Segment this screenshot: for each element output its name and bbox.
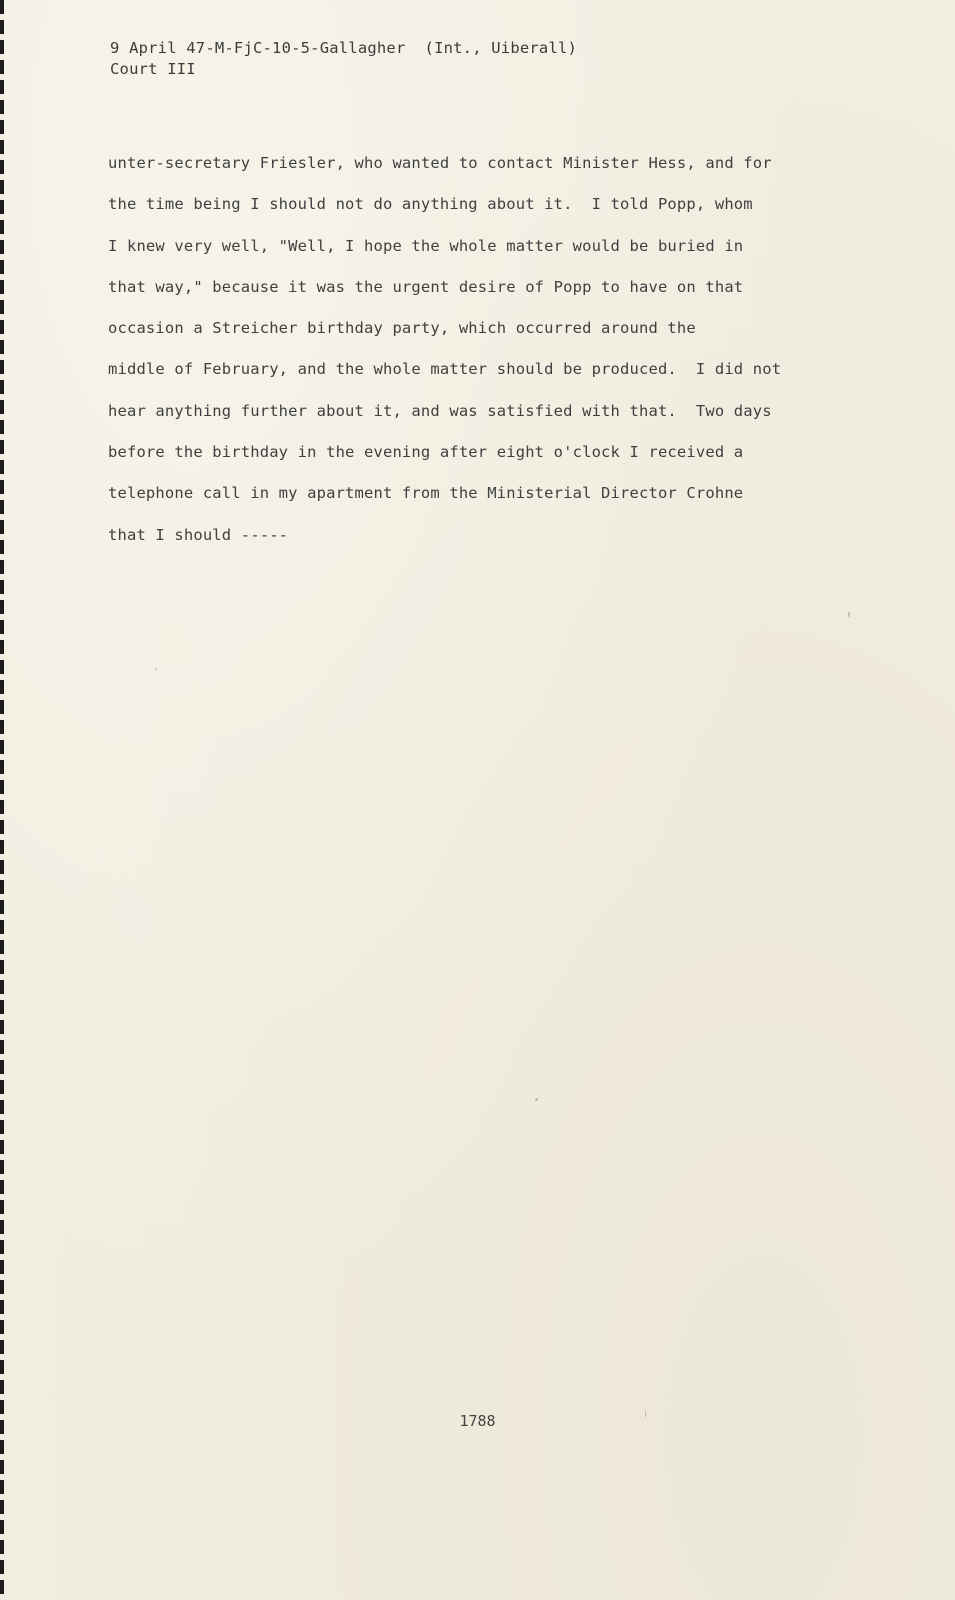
transcript-line: I knew very well, "Well, I hope the whole matter would be buried in — [108, 236, 744, 255]
transcript-line: telephone call in my apartment from the Ministerial Director Crohne — [108, 484, 744, 503]
transcript-body — [108, 143, 868, 556]
header-citation: 9 April 47-M-FjC-10-5-Gallagher (Int., Uiberall) — [110, 39, 578, 57]
transcript-line: before the birthday in the evening after eight o'clock I received a — [108, 443, 744, 462]
transcript-line: the time being I should not do anything about it. I told Popp, whom — [108, 195, 753, 214]
document-header — [110, 38, 577, 80]
transcript-line: unter-secretary Friesler, who wanted to contact Minister Hess, and for — [108, 154, 772, 172]
paper-speck — [535, 1098, 538, 1101]
page-number: 1788 — [459, 1412, 496, 1430]
paper-speck — [645, 1410, 646, 1418]
transcript-line: hear anything further about it, and was satisfied with that. Two days — [108, 401, 772, 420]
header-court: Court III — [110, 60, 196, 78]
transcript-line: occasion a Streicher birthday party, which occurred around the — [108, 319, 696, 338]
transcript-line: middle of February, and the whole matter should be produced. I did not — [108, 360, 782, 379]
transcript-line: that way," because it was the urgent desire of Popp to have on that — [108, 277, 744, 296]
binding-edge — [0, 0, 4, 1600]
paper-speck — [155, 668, 157, 670]
transcript-line: that I should ----- — [108, 525, 289, 544]
paper-speck — [848, 612, 850, 617]
